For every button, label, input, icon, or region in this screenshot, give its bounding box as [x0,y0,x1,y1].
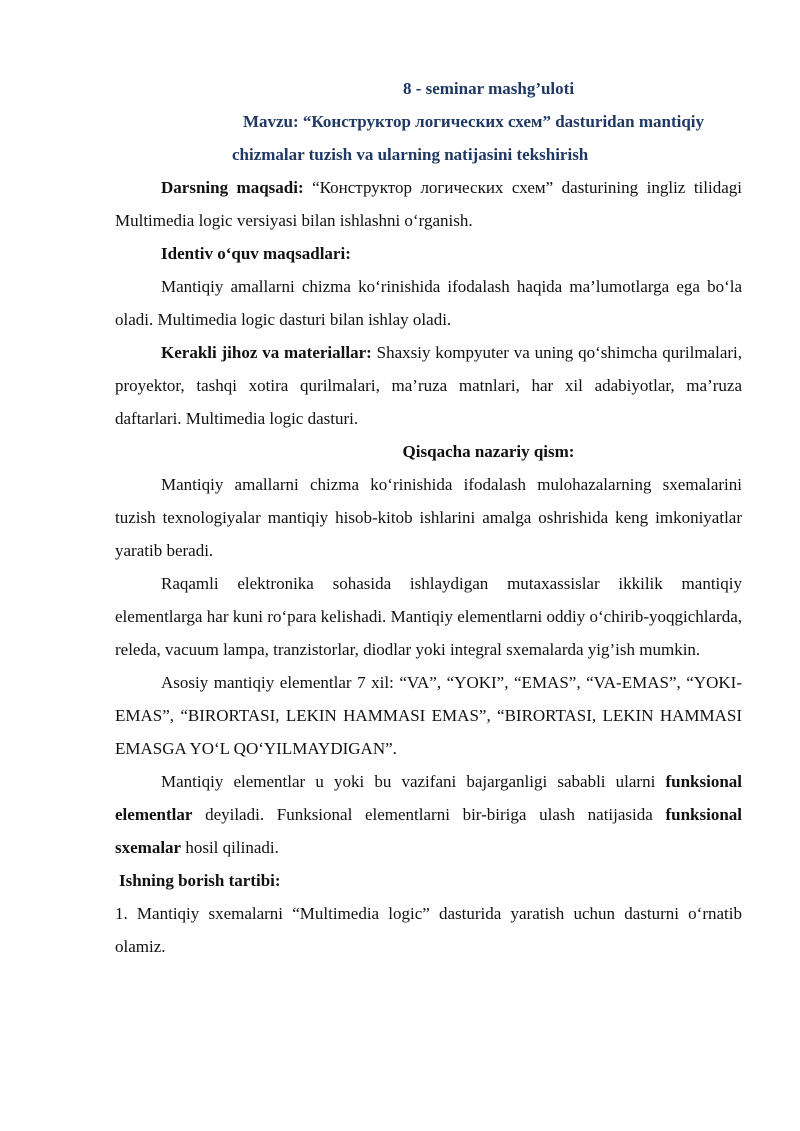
procedure-heading: Ishning borish tartibi: [119,871,281,890]
theory-heading: Qisqacha nazariy qism: [402,442,575,461]
identiv-heading: Identiv o‘quv maqsadlari: [161,244,351,263]
topic-line-2: chizmalar tuzish va ularning natijasini tekshirish [232,145,589,164]
theory-p4-e: hosil qilinadi. [181,838,279,857]
seminar-title [235,72,742,105]
procedure-step-1: 1. Mantiqiy sxemalarni “Multimedia logic” dasturida yaratish uchun dasturni o‘rnatib olamiz. [115,904,742,956]
theory-p4-c: deyiladi. Funksional elementlarni bir-biriga ulash natijasida [192,805,666,824]
topic-line-1: Mavzu: “Конструктор логических схем” dasturidan mantiqiy [242,112,705,131]
theory-p4-bold-1: funksional elementlar [115,772,742,824]
goal-paragraph [115,171,742,237]
identiv-text: Mantiqiy amallarni chizma ko‘rinishida ifodalash haqida ma’lumotlarga ega bo‘la oladi. Multimedia logic dasturi bilan ishlay oladi. [115,277,742,329]
theory-p4-a: Mantiqiy elementlar u yoki bu vazifani bajarganligi sababli ularni [161,772,666,791]
theory-paragraph-2: Raqamli elektronika sohasida ishlaydigan mutaxassislar ikkilik mantiqiy elementlarga har kuni ro‘para kelishadi. Mantiqiy elementlarni oddiy o‘chirib-yoqgichlarda, releda, vacuum lampa, tranzistorlar, diodlar yoki integral sxemalarda yig’ish mumkin. [115,574,742,659]
equipment-paragraph [115,336,742,435]
theory-paragraph-3: Asosiy mantiqiy elementlar 7 xil: “VA”, “YOKI”, “EMAS”, “VA-EMAS”, “YOKI-EMAS”, “BIRORTASI, LEKIN HAMMASI EMAS”, “BIRORTASI, LEKIN HAMMASI EMASGA YO‘L QO‘YILMAYDIGAN”. [115,673,742,758]
goal-label: Darsning maqsadi: [161,178,304,197]
theory-paragraph-4 [115,765,742,864]
equipment-label: Kerakli jihoz va materiallar: [161,343,372,362]
equipment-text: Shaxsiy kompyuter va uning qo‘shimcha qurilmalari, proyektor, tashqi xotira qurilmalari, ma’ruza matnlari, har xil adabiyotlar, ma’ruza daftarlari. Multimedia logic dasturi. [115,343,742,428]
goal-text: “Конструктор логических схем” dasturining ingliz tilidagi Multimedia logic versiyasi bilan ishlashni o‘rganish. [115,178,742,230]
seminar-title-text: 8 - seminar mashg’uloti [402,79,575,98]
theory-paragraph-1: Mantiqiy amallarni chizma ko‘rinishida ifodalash mulohazalarning sxemalarini tuzish texnologiyalar mantiqiy hisob-kitob ishlarini amalga oshrishida keng imkoniyatlar yaratib beradi. [115,475,742,560]
theory-p4-bold-2: funksional sxemalar [115,805,742,857]
